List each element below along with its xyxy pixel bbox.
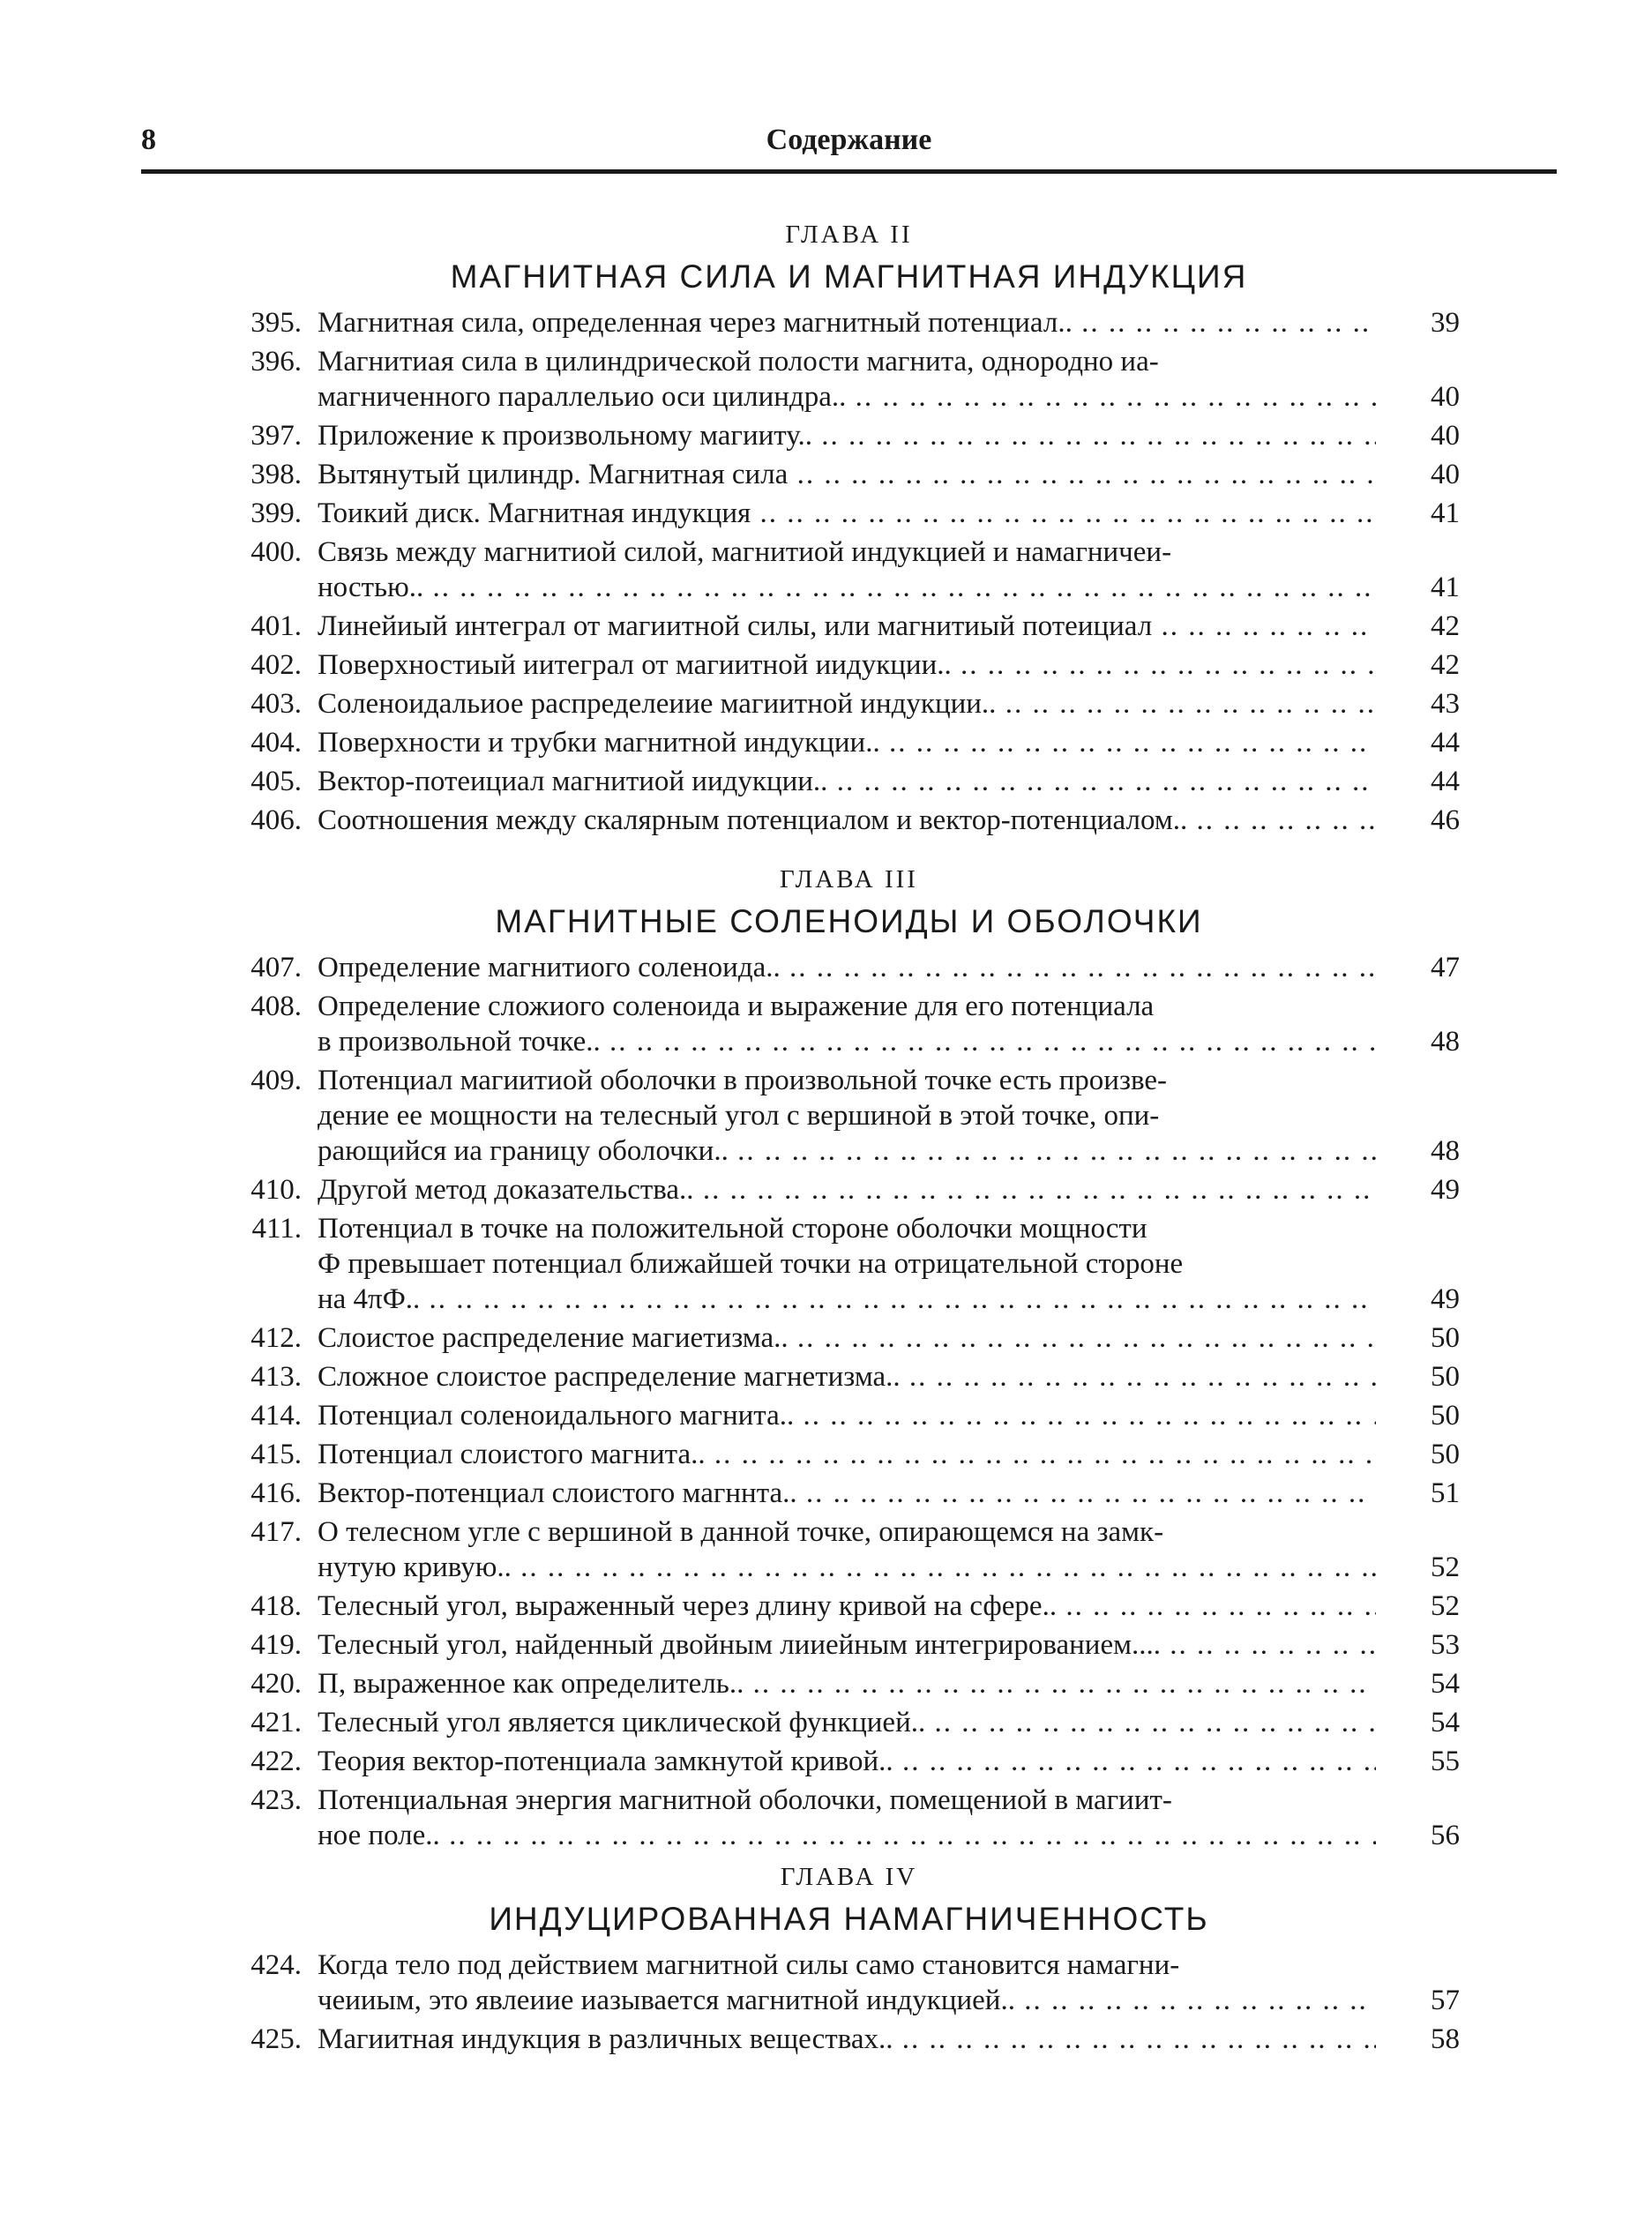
toc-entry bbox=[238, 609, 1460, 644]
entry-page-number: 40 bbox=[1431, 459, 1460, 490]
entry-title bbox=[318, 1666, 1376, 1701]
entry-title bbox=[318, 1783, 1376, 1853]
entry-number: 414. bbox=[250, 1400, 302, 1432]
entry-number: 423. bbox=[250, 1784, 302, 1816]
entry-title-line: О телесном угле с вершиной в данной точке, опирающемся на замк- bbox=[318, 1516, 1164, 1548]
entry-title-line: Вытянутый цилиндр. Магнитная сила .. .. bbox=[318, 457, 1376, 492]
toc-entry bbox=[238, 1948, 1460, 2018]
entry-title-line: Потенциал в точке на положительной стороне оболочки мощности bbox=[318, 1213, 1147, 1245]
entry-title-line: Сложное слоистое распределение магнетизма.. .. .. bbox=[318, 1359, 1376, 1394]
entry-page-number: 54 bbox=[1431, 1668, 1460, 1700]
entry-title-line: дение ее мощности на телесный угол с вершиной в этой точке, опи- bbox=[318, 1100, 1160, 1132]
toc-entry bbox=[238, 1744, 1460, 1779]
entry-title bbox=[318, 496, 1376, 531]
chapter-label: ГЛАВА IV bbox=[780, 1863, 918, 1891]
entry-title-line: Вектор-потеициал магнитиой иидукции.. .. .. bbox=[318, 764, 1376, 799]
entry-title bbox=[318, 647, 1376, 683]
entry-title-line: Телесный угол, найденный двойным лииейным интегрированием.... .. .. bbox=[318, 1627, 1376, 1663]
toc-entry bbox=[238, 1476, 1460, 1511]
entry-title bbox=[318, 803, 1376, 838]
entry-page-number: 58 bbox=[1431, 2023, 1460, 2055]
entry-page-number: 51 bbox=[1431, 1477, 1460, 1509]
entry-page-number: 50 bbox=[1431, 1322, 1460, 1354]
entry-number: 415. bbox=[250, 1439, 302, 1470]
entry-title-line: Ф превышает потенциал ближайшей точки на отрицательной стороне bbox=[318, 1248, 1184, 1280]
entry-number: 408. bbox=[250, 991, 302, 1022]
entry-page-number: 47 bbox=[1431, 952, 1460, 983]
entry-page-number: 50 bbox=[1431, 1400, 1460, 1432]
entry-title bbox=[318, 1398, 1376, 1433]
entry-number: 409. bbox=[250, 1065, 302, 1096]
entry-title-line: нутую кривую.. .. .. bbox=[318, 1550, 1376, 1585]
chapter-label: ГЛАВА II bbox=[785, 221, 913, 249]
entry-title-line: ное поле.. .. .. bbox=[318, 1818, 1376, 1853]
toc-entry bbox=[238, 1320, 1460, 1356]
toc-entry bbox=[238, 305, 1460, 340]
entry-title-line: Поверхностиый иитеграл от магиитной иидукции.. .. .. bbox=[318, 647, 1376, 683]
entry-title bbox=[318, 989, 1376, 1059]
toc-entry bbox=[238, 496, 1460, 531]
entry-page-number: 44 bbox=[1431, 766, 1460, 797]
entry-page-number: 41 bbox=[1431, 497, 1460, 529]
toc-entry bbox=[238, 1705, 1460, 1740]
entry-page-number: 52 bbox=[1431, 1590, 1460, 1622]
entry-page-number: 42 bbox=[1431, 610, 1460, 642]
entry-number: 424. bbox=[250, 1949, 302, 1981]
entry-number: 400. bbox=[250, 536, 302, 568]
toc-entry bbox=[238, 418, 1460, 453]
toc-entry bbox=[238, 1063, 1460, 1169]
chapter-3 bbox=[238, 862, 1460, 1857]
entry-number: 406. bbox=[250, 804, 302, 836]
entry-number: 420. bbox=[250, 1668, 302, 1700]
entry-title-line: Потенциал слоистого магнита.. .. .. bbox=[318, 1437, 1376, 1472]
entry-page-number: 46 bbox=[1431, 804, 1460, 836]
entry-title bbox=[318, 1211, 1376, 1317]
toc-entry bbox=[238, 457, 1460, 492]
entry-title-line: Магнитиая сила в цилиндрической полости магнита, однородно иа- bbox=[318, 346, 1159, 378]
entry-number: 419. bbox=[250, 1629, 302, 1661]
toc-entry bbox=[238, 1172, 1460, 1207]
toc-entries bbox=[238, 950, 1460, 1853]
entry-page-number: 43 bbox=[1431, 688, 1460, 720]
entry-title bbox=[318, 686, 1376, 721]
toc-entry bbox=[238, 950, 1460, 985]
entry-page-number: 42 bbox=[1431, 649, 1460, 681]
entry-title bbox=[318, 1705, 1376, 1740]
entry-title-line: чеииым, это явлеиие иазывается магнитной индукцией.. .. .. bbox=[318, 1983, 1376, 2018]
toc-entry bbox=[238, 1783, 1460, 1853]
entry-title-line: Вектор-потенциал слоистого магннта.. .. .. bbox=[318, 1476, 1376, 1511]
entry-title-line: П, выраженное как определитель.. .. .. bbox=[318, 1666, 1376, 1701]
entry-title-line: Телесный угол является циклической функцией.. .. .. bbox=[318, 1705, 1376, 1740]
entry-title bbox=[318, 764, 1376, 799]
entry-title-line: Соотношения между скалярным потенциалом и вектор-потенциалом.. .. .. bbox=[318, 803, 1376, 838]
entry-title bbox=[318, 305, 1376, 340]
entry-title bbox=[318, 1476, 1376, 1511]
chapter-2 bbox=[238, 217, 1460, 841]
entry-page-number: 48 bbox=[1431, 1135, 1460, 1167]
toc-entry bbox=[238, 1359, 1460, 1394]
entry-number: 397. bbox=[250, 420, 302, 452]
entry-title-line: магниченного параллельио оси цилиндра.. .. .. bbox=[318, 379, 1376, 415]
entry-page-number: 53 bbox=[1431, 1629, 1460, 1661]
entry-title bbox=[318, 1514, 1376, 1585]
entry-page-number: 48 bbox=[1431, 1026, 1460, 1058]
entry-title bbox=[318, 1589, 1376, 1624]
toc-entry bbox=[238, 1589, 1460, 1624]
entry-number: 403. bbox=[250, 688, 302, 720]
chapter-title: МАГНИТНЫЕ СОЛЕНОИДЫ И ОБОЛОЧКИ bbox=[495, 903, 1203, 939]
toc-entries bbox=[238, 1948, 1460, 2057]
entry-title bbox=[318, 1359, 1376, 1394]
entry-page-number: 56 bbox=[1431, 1820, 1460, 1851]
entry-number: 412. bbox=[250, 1322, 302, 1354]
toc-entry bbox=[238, 1437, 1460, 1472]
entry-title-line: Телесный угол, выраженный через длину кривой на сфере.. .. .. bbox=[318, 1589, 1376, 1624]
entry-title bbox=[318, 1437, 1376, 1472]
entry-page-number: 40 bbox=[1431, 420, 1460, 452]
entry-title bbox=[318, 1063, 1376, 1169]
entry-number: 398. bbox=[250, 459, 302, 490]
toc-entry bbox=[238, 803, 1460, 838]
entry-title-line: Теория вектор-потенциала замкнутой кривой.. .. .. bbox=[318, 1744, 1376, 1779]
entry-title bbox=[318, 1627, 1376, 1663]
entry-number: 411. bbox=[251, 1213, 302, 1245]
entry-page-number: 52 bbox=[1431, 1551, 1460, 1583]
entry-title bbox=[318, 1948, 1376, 2018]
entry-page-number: 55 bbox=[1431, 1746, 1460, 1777]
page-number: 8 bbox=[141, 123, 156, 156]
toc-entry bbox=[238, 1666, 1460, 1701]
toc-entry bbox=[238, 1211, 1460, 1317]
toc-entry bbox=[238, 2022, 1460, 2057]
toc-entry bbox=[238, 1514, 1460, 1585]
entry-title-line: ностью.. .. .. bbox=[318, 570, 1376, 605]
entry-page-number: 41 bbox=[1431, 572, 1460, 603]
entry-number: 399. bbox=[250, 497, 302, 529]
entry-title-line: Соленоидальиое распределеиие магиитной индукции.. .. .. bbox=[318, 686, 1376, 721]
entry-page-number: 49 bbox=[1431, 1174, 1460, 1206]
entry-title bbox=[318, 1744, 1376, 1779]
entry-title-line: Поверхности и трубки магнитной индукции.. .. .. bbox=[318, 725, 1376, 760]
toc-entry bbox=[238, 764, 1460, 799]
entry-title-line: Приложение к произвольному магииту.. .. .. bbox=[318, 418, 1376, 453]
chapter-title: МАГНИТНАЯ СИЛА И МАГНИТНАЯ ИНДУКЦИЯ bbox=[450, 258, 1248, 295]
entry-title-line: Магиитная индукция в различных веществах.. .. .. bbox=[318, 2022, 1376, 2057]
entry-number: 402. bbox=[250, 649, 302, 681]
entry-number: 410. bbox=[250, 1174, 302, 1206]
entry-number: 407. bbox=[250, 952, 302, 983]
entry-page-number: 39 bbox=[1431, 307, 1460, 339]
entry-title-line: Слоистое распределение магиетизма.. .. .. bbox=[318, 1320, 1376, 1356]
chapter-title: ИНДУЦИРОВАННАЯ НАМАГНИЧЕННОСТЬ bbox=[489, 1901, 1209, 1937]
toc-entry bbox=[238, 344, 1460, 415]
entry-number: 401. bbox=[250, 610, 302, 642]
entry-number: 405. bbox=[250, 766, 302, 797]
toc-entry bbox=[238, 686, 1460, 721]
entry-title-line: Другой метод доказательства.. .. .. bbox=[318, 1172, 1376, 1207]
entry-title-line: Линейиый интеграл от магиитной силы, или магнитиый потеициал .. .. bbox=[318, 609, 1376, 644]
toc-entry bbox=[238, 535, 1460, 605]
entry-title bbox=[318, 418, 1376, 453]
chapter-label: ГЛАВА III bbox=[780, 865, 918, 893]
toc-entry bbox=[238, 647, 1460, 683]
toc-entry bbox=[238, 1398, 1460, 1433]
entry-title bbox=[318, 1320, 1376, 1356]
entry-title-line: рающийся иа границу оболочки.. .. .. bbox=[318, 1133, 1376, 1169]
entry-title-line: Определение магнитиого соленоида.. .. .. bbox=[318, 950, 1376, 985]
entry-number: 404. bbox=[250, 727, 302, 759]
entry-title-line: Потенциал соленоидального магнита.. .. .. bbox=[318, 1398, 1376, 1433]
entry-page-number: 50 bbox=[1431, 1361, 1460, 1393]
entry-number: 416. bbox=[250, 1477, 302, 1509]
page-header bbox=[141, 123, 1557, 162]
entry-page-number: 50 bbox=[1431, 1439, 1460, 1470]
entry-page-number: 40 bbox=[1431, 381, 1460, 413]
entry-title-line: Магнитная сила, определенная через магнитный потенциал.. .. .. bbox=[318, 305, 1376, 340]
entry-title-line: Определение сложиого соленоида и выражение для его потенциала bbox=[318, 991, 1155, 1022]
entry-number: 425. bbox=[250, 2023, 302, 2055]
entry-title-line: Потенциал магиитиой оболочки в произвольной точке есть произве- bbox=[318, 1065, 1168, 1096]
running-title: Содержание bbox=[766, 123, 932, 156]
entry-title-line: Когда тело под действием магнитной силы само становится намагни- bbox=[318, 1949, 1180, 1981]
entry-title-line: в произвольной точке.. .. .. bbox=[318, 1024, 1376, 1059]
entry-number: 417. bbox=[250, 1516, 302, 1548]
entry-page-number: 49 bbox=[1431, 1283, 1460, 1315]
entry-title bbox=[318, 950, 1376, 985]
toc-entry bbox=[238, 725, 1460, 760]
entry-number: 396. bbox=[250, 346, 302, 378]
chapter-4 bbox=[238, 1859, 1460, 2060]
entry-title bbox=[318, 609, 1376, 644]
entry-number: 395. bbox=[250, 307, 302, 339]
entry-page-number: 57 bbox=[1431, 1985, 1460, 2016]
entry-title bbox=[318, 457, 1376, 492]
header-rule bbox=[141, 169, 1557, 174]
entry-title bbox=[318, 2022, 1376, 2057]
entry-number: 413. bbox=[250, 1361, 302, 1393]
entry-title-line: на 4πФ.. .. .. bbox=[318, 1282, 1376, 1317]
entry-number: 421. bbox=[250, 1707, 302, 1738]
toc-entry bbox=[238, 1627, 1460, 1663]
entry-title bbox=[318, 344, 1376, 415]
entry-title-line: Потенциальная энергия магнитной оболочки, помещениой в магиит- bbox=[318, 1784, 1172, 1816]
toc-entry bbox=[238, 989, 1460, 1059]
entry-title bbox=[318, 535, 1376, 605]
entry-title bbox=[318, 1172, 1376, 1207]
entry-title bbox=[318, 725, 1376, 760]
entry-title-line: Тоикий диск. Магнитная индукция .. .. bbox=[318, 496, 1376, 531]
entry-title-line: Связь между магнитиой силой, магнитиой индукцией и намагничеи- bbox=[318, 536, 1172, 568]
entry-page-number: 44 bbox=[1431, 727, 1460, 759]
entry-number: 422. bbox=[250, 1746, 302, 1777]
entry-page-number: 54 bbox=[1431, 1707, 1460, 1738]
toc-entries bbox=[238, 305, 1460, 838]
entry-number: 418. bbox=[250, 1590, 302, 1622]
